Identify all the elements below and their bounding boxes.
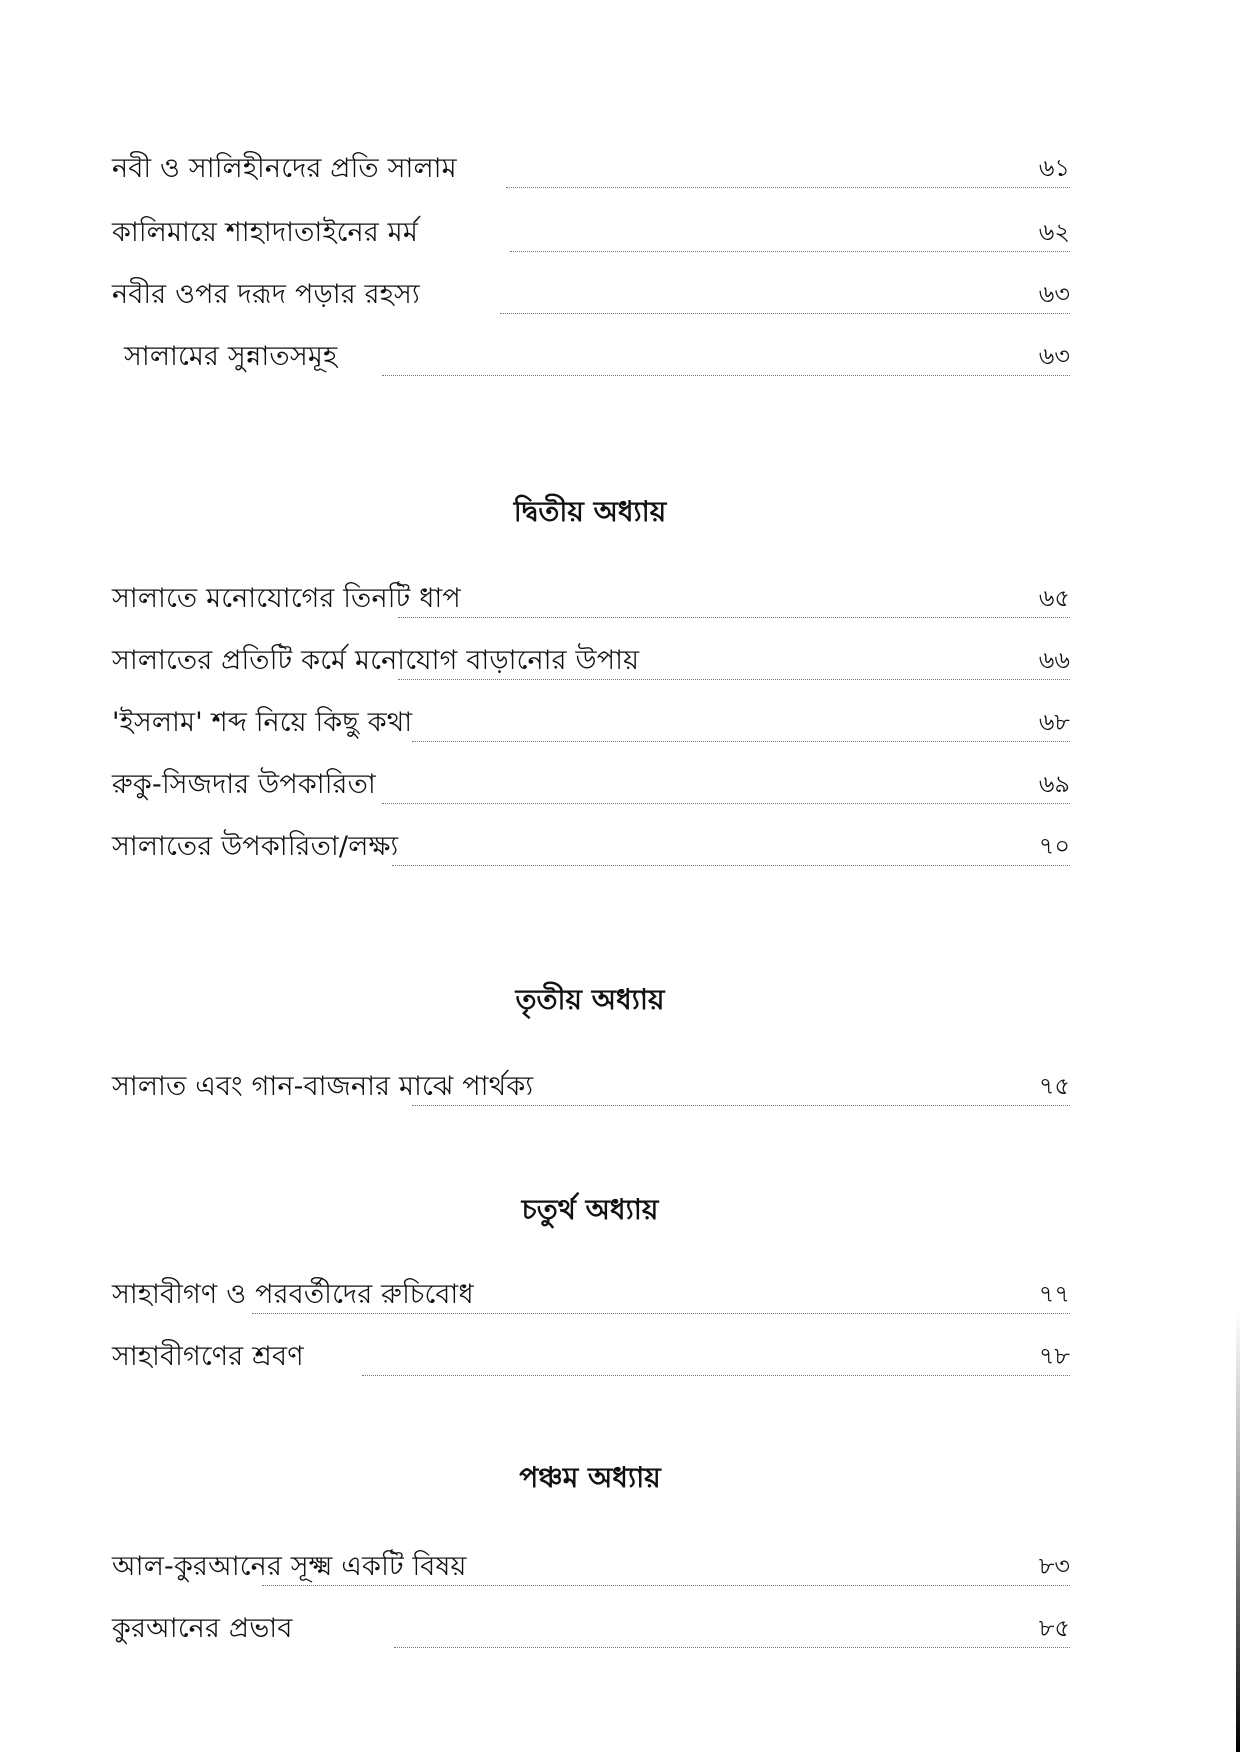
dotted-leader: [500, 313, 1070, 314]
toc-entry-title: রুকু-সিজদার উপকারিতা: [112, 769, 376, 800]
toc-entry-title: 'ইসলাম' শব্দ নিয়ে কিছু কথা: [112, 707, 413, 738]
toc-entry-page: ৬১: [1038, 154, 1070, 182]
toc-entry-title: সালাতে মনোযোগের তিনটি ধাপ: [112, 583, 461, 614]
toc-entry: [112, 820, 1070, 864]
toc-entry: [112, 634, 1070, 678]
toc-entry: [112, 1330, 1070, 1374]
toc-entry-title: নবীর ওপর দরূদ পড়ার রহস্য: [112, 279, 420, 310]
toc-entry: [112, 696, 1070, 740]
dotted-leader: [510, 251, 1070, 252]
toc-entry: [112, 142, 1070, 186]
toc-entry-page: ৬৩: [1038, 342, 1070, 370]
toc-entry-page: ৬৯: [1038, 770, 1070, 798]
dotted-leader: [362, 1375, 1070, 1376]
dotted-leader: [398, 617, 1070, 618]
toc-entry-page: ৬৩: [1038, 280, 1070, 308]
toc-entry: [112, 1602, 1070, 1646]
toc-entry-title: কুরআনের প্রভাব: [112, 1613, 293, 1644]
toc-entry-title: সালাতের প্রতিটি কর্মে মনোযোগ বাড়ানোর উপায়: [112, 645, 640, 676]
toc-entry-page: ৬২: [1038, 218, 1070, 246]
dotted-leader: [382, 375, 1070, 376]
toc-entry: [112, 1060, 1070, 1104]
dotted-leader: [392, 865, 1070, 866]
toc-entry-title: সাহাবীগণের শ্রবণ: [112, 1341, 304, 1372]
toc-entry-page: ৭৫: [1038, 1072, 1070, 1100]
toc-entry: [112, 572, 1070, 616]
toc-entry-page: ৭৭: [1038, 1280, 1070, 1308]
toc-entry-page: ৮৩: [1038, 1552, 1070, 1580]
toc-entry: [112, 206, 1070, 250]
toc-entry-page: ৮৫: [1038, 1614, 1070, 1642]
toc-entry-page: ৬৫: [1038, 584, 1070, 612]
toc-entry: [112, 1268, 1070, 1312]
dotted-leader: [394, 1647, 1070, 1648]
toc-entry-title: সালাতের উপকারিতা/লক্ষ্য: [112, 831, 399, 862]
toc-entry-page: ৭০: [1038, 832, 1070, 860]
toc-entry: [112, 330, 1070, 374]
toc-entry-page: ৬৮: [1038, 708, 1070, 736]
dotted-leader: [412, 1105, 1070, 1106]
toc-entry: [112, 268, 1070, 312]
dotted-leader: [506, 187, 1070, 188]
dotted-leader: [382, 803, 1070, 804]
chapter-heading: পঞ্চম অধ্যায়: [519, 1461, 661, 1494]
toc-entry-title: সাহাবীগণ ও পরবর্তীদের রুচিবোধ: [112, 1279, 474, 1310]
toc-entry-title: কালিমায়ে শাহাদাতাইনের মর্ম: [112, 217, 419, 248]
toc-entry-title: আল-কুরআনের সূক্ষ্ম একটি বিষয়: [112, 1551, 467, 1582]
page-spine-shadow: [1236, 1310, 1240, 1752]
chapter-heading: চতুর্থ অধ্যায়: [521, 1193, 659, 1226]
toc-entry: [112, 1540, 1070, 1584]
toc-entry-title: সালাত এবং গান-বাজনার মাঝে পার্থক্য: [112, 1071, 534, 1102]
toc-entry-page: ৬৬: [1038, 646, 1070, 674]
dotted-leader: [252, 1313, 1070, 1314]
toc-entry-title: নবী ও সালিহীনদের প্রতি সালাম: [112, 153, 457, 184]
chapter-heading: তৃতীয় অধ্যায়: [515, 983, 665, 1016]
dotted-leader: [262, 1585, 1070, 1586]
dotted-leader: [412, 741, 1070, 742]
dotted-leader: [398, 679, 1070, 680]
toc-entry: [112, 758, 1070, 802]
toc-entry-page: ৭৮: [1038, 1342, 1070, 1370]
toc-entry-title: সালামের সুন্নাতসমূহ: [124, 341, 338, 372]
chapter-heading: দ্বিতীয় অধ্যায়: [513, 495, 667, 528]
